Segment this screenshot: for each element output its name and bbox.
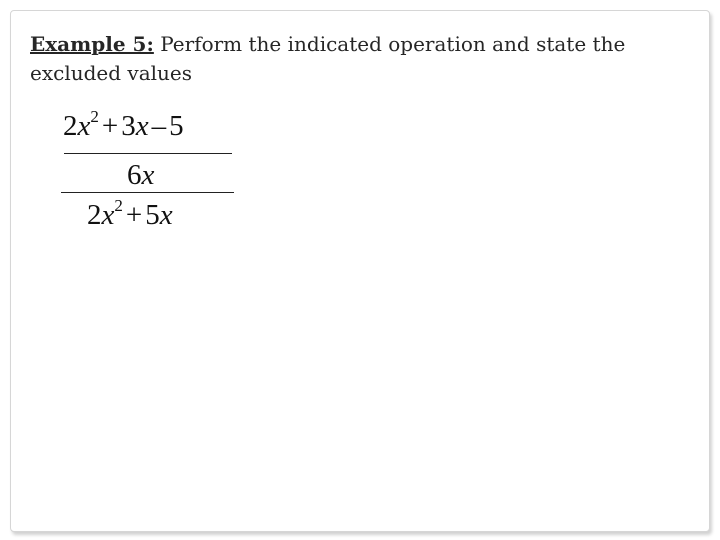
term-variable: x xyxy=(141,159,155,191)
term-variable: x xyxy=(135,110,149,142)
inner-fraction-bar xyxy=(64,153,232,154)
example-label: Example 5: xyxy=(30,32,154,56)
main-fraction-bar xyxy=(61,192,234,193)
upper-denominator xyxy=(127,159,154,192)
term-coefficient: 2 xyxy=(87,199,102,231)
term-coefficient: 5 xyxy=(145,199,160,231)
lower-denominator xyxy=(87,196,173,232)
upper-numerator xyxy=(63,107,184,143)
term-coefficient: 2 xyxy=(63,110,78,142)
slide-border xyxy=(10,10,710,532)
term-constant: 5 xyxy=(169,110,184,142)
term-exponent: 2 xyxy=(114,196,123,215)
instruction-text: Perform the indicated operation and state the excluded values xyxy=(30,32,626,85)
term-coefficient: 3 xyxy=(121,110,136,142)
term-exponent: 2 xyxy=(90,107,99,126)
problem-statement xyxy=(30,30,670,88)
minus-operator: – xyxy=(151,110,167,142)
plus-operator: + xyxy=(101,110,119,142)
plus-operator: + xyxy=(125,199,143,231)
term-variable: x xyxy=(101,199,115,231)
term-coefficient: 6 xyxy=(127,159,142,191)
term-variable: x xyxy=(159,199,173,231)
term-variable: x xyxy=(77,110,91,142)
